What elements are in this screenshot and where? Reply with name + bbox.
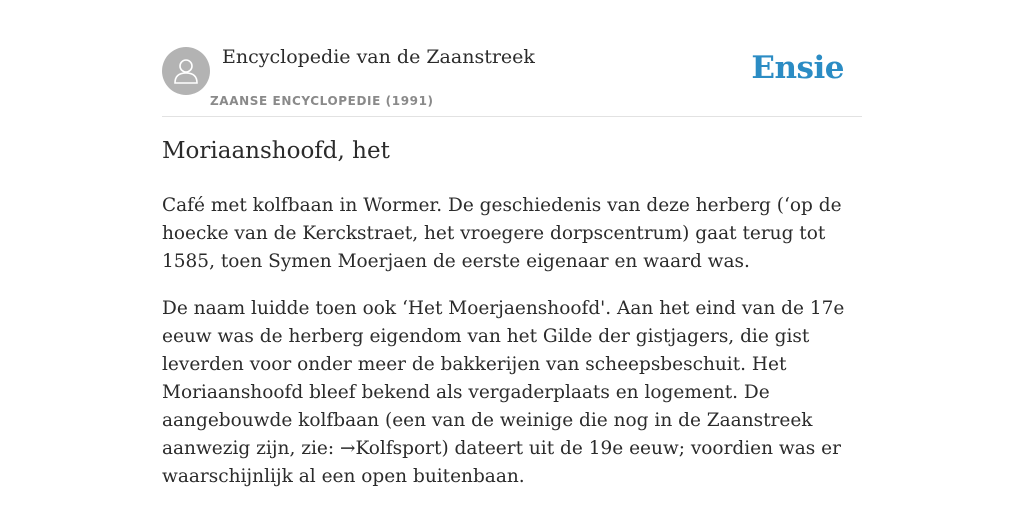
paragraph-2-text-before: De naam luidde toen ook ‘Het Moerjaenshoofd'. Aan het eind van de 17e eeuw was de herberg eigendom van het Gilde der gistjagers, die gist leverden voor onder meer de bakkerijen van scheepsbeschuit. Het Moriaanshoofd bleef bekend als vergaderplaats en logement. De aangebouwde kolfbaan (een van de weinige die nog in de Zaanstreek aanwezig zijn, zie: bbox=[162, 298, 845, 459]
avatar[interactable] bbox=[162, 47, 210, 95]
entry-header bbox=[162, 0, 862, 117]
user-icon bbox=[172, 56, 200, 86]
ensie-logo[interactable]: Ensie bbox=[751, 50, 844, 86]
source-subtitle[interactable]: ZAANSE ENCYCLOPEDIE (1991) bbox=[210, 94, 434, 108]
paragraph-2-text-after: ) dateert uit de 19e eeuw; voordien was er waarschijnlijk al een open buitenbaan. bbox=[162, 438, 841, 487]
kolfsport-link[interactable]: →Kolfsport bbox=[339, 438, 442, 459]
page-container bbox=[162, 0, 862, 487]
entry-paragraph-1: Café met kolfbaan in Wormer. De geschiedenis van deze herberg (‘op de hoecke van de Kerckstraet, het vroegere dorpscentrum) gaat terug tot 1585, toen Symen Moerjaen de eerste eigenaar en waard was. bbox=[162, 195, 842, 272]
entry-title: Moriaanshoofd, het bbox=[162, 138, 390, 164]
entry-paragraph-2 bbox=[162, 295, 862, 491]
source-title[interactable]: Encyclopedie van de Zaanstreek bbox=[222, 46, 535, 68]
